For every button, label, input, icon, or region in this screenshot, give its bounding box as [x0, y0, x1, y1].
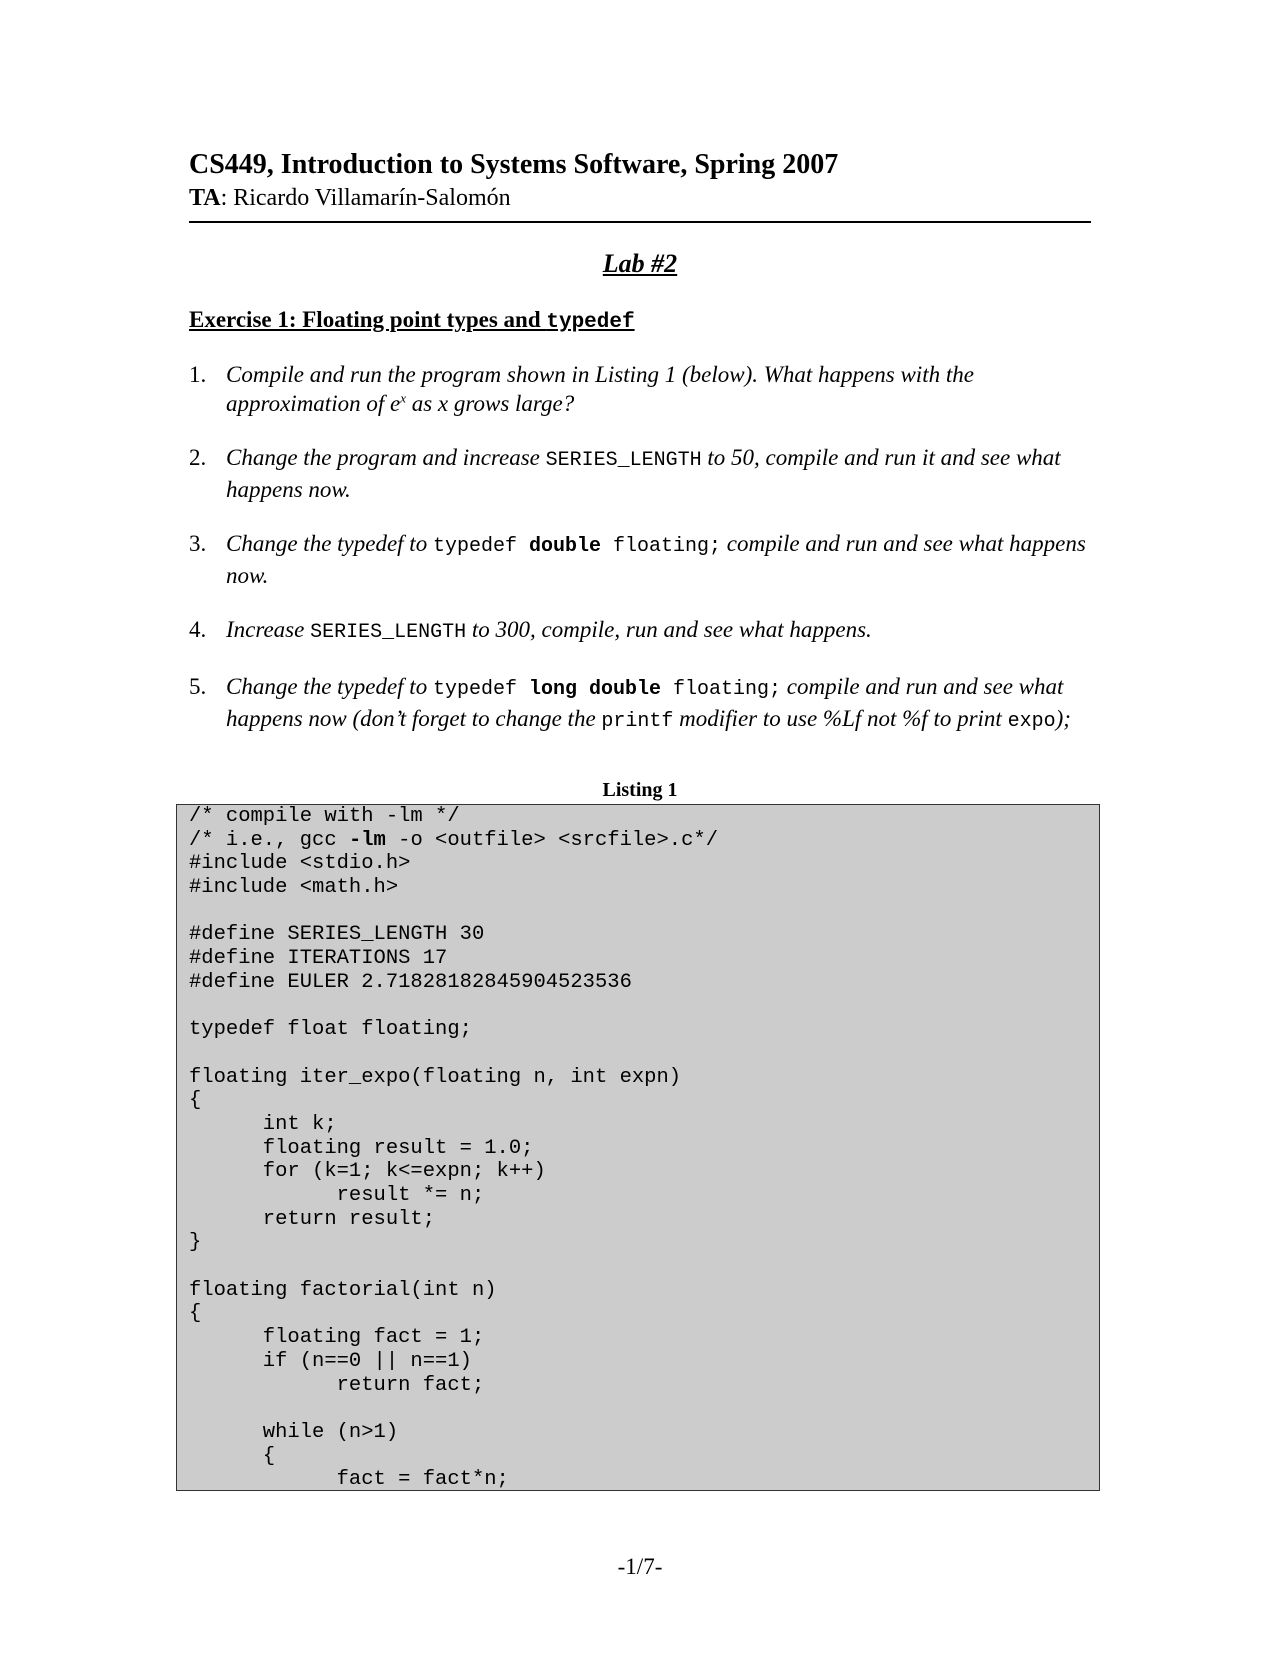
code-line: [189, 995, 718, 1019]
code-segment: -o <outfile> <srcfile>.c*/: [385, 828, 718, 852]
step-code-part: typedef: [432, 535, 529, 558]
step-number: 4.: [189, 617, 207, 642]
code-line: {: [189, 1089, 202, 1113]
code-line: #define EULER 2.71828182845904523536: [189, 970, 632, 994]
exercise-title-code: typedef: [546, 311, 635, 334]
code-line: while (n>1): [189, 1420, 399, 1444]
listing-caption: Listing 1: [602, 779, 678, 801]
step-1: [189, 360, 1091, 418]
step-text: as x grows large?: [405, 391, 575, 416]
code-line: int k;: [189, 1112, 337, 1136]
code-line: #define SERIES_LENGTH 30: [189, 923, 485, 947]
step-text: Change the program and increase: [226, 445, 546, 470]
code-line: /* compile with -lm */: [189, 805, 460, 828]
step-code: printf: [601, 710, 674, 733]
step-text: Increase: [226, 617, 311, 642]
step-text: modifier to use %Lf not %f to print: [673, 706, 1008, 731]
step-text: );: [1055, 706, 1071, 731]
code-line: [189, 1397, 718, 1421]
step-code: SERIES_LENGTH: [310, 621, 467, 644]
step-text: compile and run and see what happens now (don’t forget to change the: [226, 674, 1064, 731]
ta-label: TA: [189, 185, 221, 211]
exercise-title-text: Exercise 1: Floating point types and: [189, 307, 547, 332]
code-line: {: [189, 1302, 202, 1326]
step-text: Change the typedef to: [226, 531, 433, 556]
step-code: SERIES_LENGTH: [545, 449, 702, 472]
code-line: result *= n;: [189, 1184, 485, 1207]
lab-title: Lab #2: [602, 249, 678, 278]
step-code: [433, 535, 721, 558]
exercise-title: [189, 307, 635, 334]
code-lines: [189, 805, 718, 1491]
ta-name: : Ricardo Villamarín-Salomón: [220, 185, 511, 211]
code-line: #include <math.h>: [189, 876, 399, 900]
step-code-bold: double: [528, 535, 601, 558]
step-text: to 50, compile and run it and see what happens now.: [226, 445, 1061, 502]
step-number: 3.: [189, 531, 207, 556]
code-line: floating factorial(int n): [189, 1278, 497, 1302]
code-line: [189, 829, 718, 853]
code-listing: [176, 804, 1100, 1491]
step-number: 1.: [189, 362, 207, 387]
step-text: to 300, compile, run and see what happens.: [466, 617, 872, 642]
step-code: expo: [1007, 710, 1056, 733]
code-segment: /* i.e., gcc: [189, 828, 349, 852]
code-line: [189, 900, 718, 924]
code-line: fact = fact*n;: [189, 1468, 509, 1491]
step-number: 5.: [189, 674, 207, 699]
code-line: }: [189, 1231, 202, 1255]
step-text: Change the typedef to: [226, 674, 433, 699]
code-line: #define ITERATIONS 17: [189, 947, 448, 971]
step-number: 2.: [189, 445, 207, 470]
course-title: CS449, Introduction to Systems Software, Spring 2007: [189, 149, 839, 180]
code-line: typedef float floating;: [189, 1018, 472, 1042]
code-line: for (k=1; k<=expn; k++): [189, 1160, 546, 1184]
step-text: Compile and run the program shown in Listing 1 (below). What happens with the approximation of e: [226, 362, 974, 416]
code-line: floating iter_expo(floating n, int expn): [189, 1065, 682, 1089]
step-code-bold: long double: [528, 678, 661, 701]
step-3: [189, 529, 1091, 590]
code-line: return result;: [189, 1207, 436, 1231]
page-number: -1/7-: [617, 1554, 663, 1579]
step-superscript: x: [400, 390, 406, 406]
step-4: [189, 615, 1091, 647]
code-line: [189, 1042, 718, 1066]
code-line: return fact;: [189, 1373, 485, 1397]
ta-line: [189, 185, 511, 211]
step-code-part: typedef: [432, 678, 529, 701]
step-2: [189, 443, 1091, 504]
code-line: floating fact = 1;: [189, 1326, 485, 1350]
step-text: compile and run and see what happens now.: [226, 531, 1086, 588]
header-divider: [189, 221, 1091, 223]
exercise-steps: [189, 360, 1091, 761]
step-code-part: floating;: [600, 535, 722, 558]
code-line: {: [189, 1444, 276, 1468]
code-line: if (n==0 || n==1): [189, 1349, 472, 1373]
step-code-part: floating;: [661, 678, 782, 701]
code-segment-bold: -lm: [348, 828, 386, 852]
code-line: floating result = 1.0;: [189, 1136, 534, 1160]
step-5: [189, 672, 1091, 736]
code-line: [189, 1255, 718, 1279]
step-code: [433, 678, 781, 701]
code-line: #include <stdio.h>: [189, 852, 411, 876]
